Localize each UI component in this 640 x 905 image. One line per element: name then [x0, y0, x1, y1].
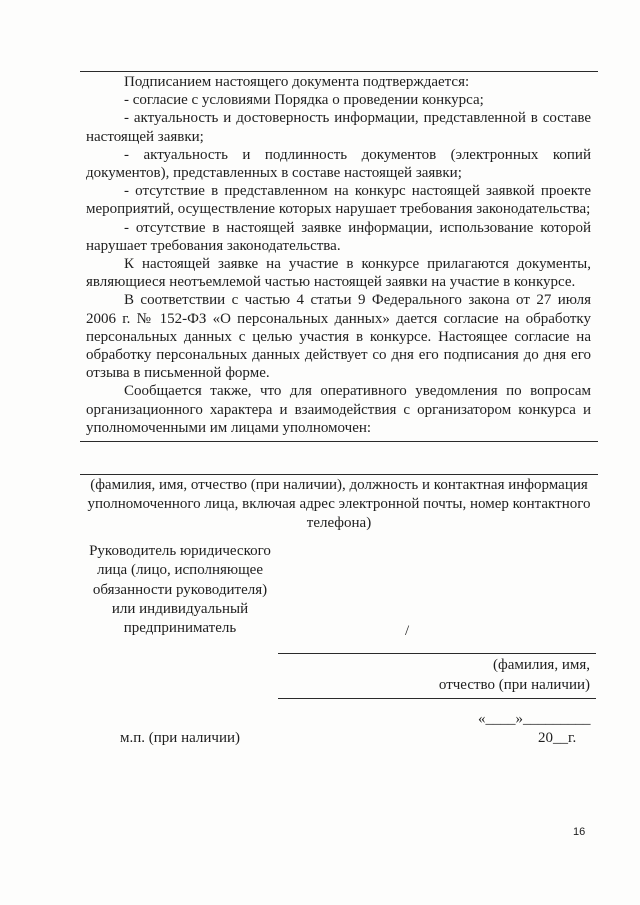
- stamp-label: м.п. (при наличии): [120, 730, 240, 746]
- paragraph-no-violations: - отсутствие в представленном на конкурс настоящей заявкой проекте мероприятий, осуществление которых нарушает требования законодательства;: [86, 183, 591, 218]
- page-number: 16: [573, 826, 586, 838]
- contact-line-2: [80, 474, 598, 475]
- paragraph-consent: - согласие с условиями Порядка о проведении конкурса;: [124, 92, 484, 109]
- declaration-text: [86, 73, 591, 437]
- fio-caption-line-2: отчество (при наличии): [438, 677, 590, 693]
- paragraph-authorized-person: Сообщается также, что для оперативного уведомления по вопросам организационного характера и взаимодействия с организатором конкурса и уполномоченными им лицами уполномочен:: [86, 383, 591, 436]
- fio-line: [278, 698, 596, 699]
- signature-slash: /: [405, 623, 410, 639]
- paragraph-intro: Подписанием настоящего документа подтверждается:: [124, 74, 470, 90]
- signer-label: Руководитель юридического лица (лицо, исполняющее обязанности руководителя) или индивидуальный предприниматель: [89, 543, 271, 637]
- top-rule: [80, 71, 598, 72]
- contact-caption: (фамилия, имя, отчество (при наличии), должность и контактная информация уполномоченного лица, включая адрес электронной почты, номер контактного телефона): [87, 477, 591, 531]
- contact-line-1: [80, 441, 598, 442]
- signature-line: [278, 653, 596, 654]
- fio-caption-line-1: (фамилия, имя,: [493, 657, 590, 673]
- fio-caption: [400, 655, 590, 695]
- date-year: 20__г.: [538, 730, 577, 746]
- paragraph-accuracy: - актуальность и достоверность информации, представленной в составе настоящей заявки;: [86, 110, 591, 145]
- paragraph-authenticity: - актуальность и подлинность документов (электронных копий документов), представленных в составе настоящей заявки;: [86, 146, 591, 182]
- paragraph-personal-data: В соответствии с частью 4 статьи 9 Федерального закона от 27 июля 2006 г. № 152-ФЗ «О персональных данных» дается согласие на обработку персональных данных с целью участия в конкурсе. Настоящее согласие на обработку персональных данных действует со дня его подписания до дня его отзыва в письменной форме.: [86, 292, 591, 382]
- date-day-month: «____»_________: [478, 711, 591, 727]
- paragraph-attachments: К настоящей заявке на участие в конкурсе прилагаются документы, являющиеся неотъемлемой частью настоящей заявки на участие в конкурсе.: [86, 256, 591, 291]
- paragraph-no-illegal-info: - отсутствие в настоящей заявке информации, использование которой нарушает требования законодательства.: [86, 219, 591, 254]
